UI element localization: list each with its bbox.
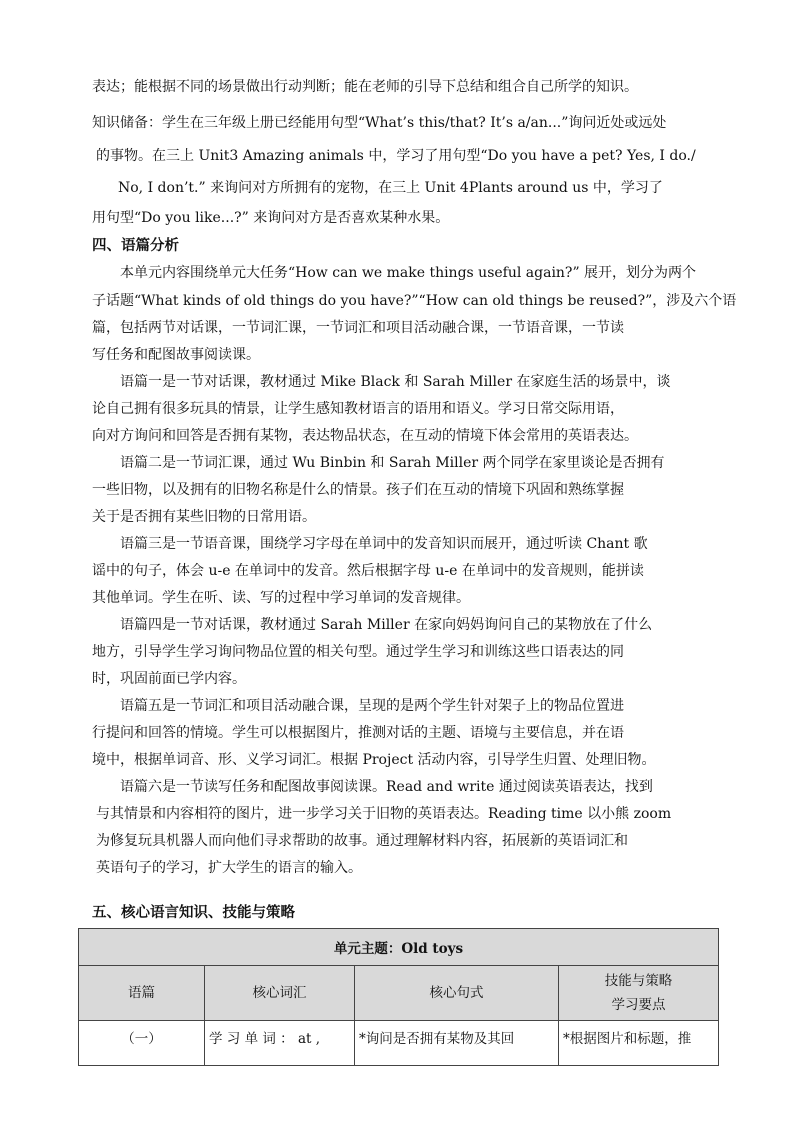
analysis-line: 谣中的句子，体会 u-e 在单词中的发音。然后根据字母 u-e 在单词中的发音规则，能拼读 [92, 563, 644, 579]
analysis-line: 论自己拥有很多玩具的情景，让学生感知教材语言的语用和语义。学习日常交际用语， [92, 401, 624, 417]
analysis-line: 写任务和配图故事阅读课。 [92, 347, 260, 363]
table-cell: *根据图片和标题，推 [559, 1021, 719, 1066]
analysis-line: 篇，包括两节对话课，一节词汇课，一节词汇和项目活动融合课，一节语音课，一节读 [92, 320, 624, 336]
header-cell-skills [559, 966, 719, 1021]
analysis-line: 境中，根据单词音、形、义学习词汇。根据 Project 活动内容，引导学生归置、处理旧物。 [92, 752, 656, 768]
core-knowledge-table [78, 928, 719, 1066]
table-cell: *询问是否拥有某物及其回 [355, 1021, 559, 1066]
table-title: 单元主题：Old toys [79, 929, 719, 966]
header-text: 学习要点 [611, 997, 666, 1013]
analysis-line: 与其情景和内容相符的图片，进一步学习关于旧物的英语表达。Reading time 以小熊 zoom [96, 806, 672, 822]
analysis-line: 其他单词。学生在听、读、写的过程中学习单词的发音规律。 [92, 590, 470, 606]
table-cell: 学 习 单 词 ： at , [205, 1021, 355, 1066]
header-cell: 核心句式 [355, 966, 559, 1021]
analysis-line: 向对方询问和回答是否拥有某物，表达物品状态，在互动的情境下体会常用的英语表达。 [92, 428, 638, 444]
paragraph-line: No, I don’t.” 来询问对方所拥有的宠物，在三上 Unit 4Plants around us 中，学习了 [118, 180, 663, 196]
analysis-line: 关于是否拥有某些旧物的日常用语。 [92, 509, 316, 525]
section-heading: 四、语篇分析 [92, 238, 179, 254]
paragraph-line: 表达；能根据不同的场景做出行动判断；能在老师的引导下总结和组合自己所学的知识。 [92, 79, 638, 95]
paragraph-line: 的事物。在三上 Unit3 Amazing animals 中，学习了用句型“Do you have a pet? Yes, I do./ [96, 148, 696, 164]
header-cell: 语篇 [79, 966, 205, 1021]
analysis-line: 语篇二是一节词汇课，通过 Wu Binbin 和 Sarah Miller 两个同学在家里谈论是否拥有 [120, 455, 665, 471]
table-row [79, 1021, 719, 1066]
analysis-line: 地方，引导学生学习询问物品位置的相关句型。通过学生学习和训练这些口语表达的同 [92, 644, 624, 660]
analysis-line: 语篇一是一节对话课，教材通过 Mike Black 和 Sarah Miller 在家庭生活的场景中，谈 [120, 374, 671, 390]
analysis-line: 语篇六是一节读写任务和配图故事阅读课。Read and write 通过阅读英语表达，找到 [120, 779, 653, 795]
header-cell: 核心词汇 [205, 966, 355, 1021]
section-heading: 五、核心语言知识、技能与策略 [92, 905, 295, 921]
analysis-line: 语篇五是一节词汇和项目活动融合课，呈现的是两个学生针对架子上的物品位置进 [120, 698, 624, 714]
paragraph-line: 知识储备：学生在三年级上册已经能用句型“What’s this/that? It’s a/an...”询问近处或远处 [92, 115, 667, 131]
table-cell: （一） [79, 1021, 205, 1066]
analysis-line: 一些旧物，以及拥有的旧物名称是什么的情景。孩子们在互动的情境下巩固和熟练掌握 [92, 482, 624, 498]
analysis-line: 英语句子的学习，扩大学生的语言的输入。 [96, 860, 362, 876]
analysis-line: 语篇四是一节对话课，教材通过 Sarah Miller 在家向妈妈询问自己的某物放在了什么 [120, 617, 653, 633]
analysis-line: 子话题“What kinds of old things do you have?”“How can old things be reused?”，涉及六个语 [92, 293, 737, 309]
analysis-line: 语篇三是一节语音课，围绕学习字母在单词中的发音知识而展开，通过听读 Chant 歌 [120, 536, 648, 552]
header-text: 技能与策略 [604, 973, 673, 989]
analysis-line: 为修复玩具机器人而向他们寻求帮助的故事。通过理解材料内容，拓展新的英语词汇和 [96, 833, 628, 849]
analysis-line: 时，巩固前面已学内容。 [92, 671, 246, 687]
analysis-line: 行提问和回答的情境。学生可以根据图片，推测对话的主题、语境与主要信息，并在语 [92, 725, 624, 741]
paragraph-line: 用句型“Do you like...?” 来询问对方是否喜欢某种水果。 [92, 210, 450, 226]
analysis-line: 本单元内容围绕单元大任务“How can we make things useful again?” 展开，划分为两个 [120, 265, 697, 281]
